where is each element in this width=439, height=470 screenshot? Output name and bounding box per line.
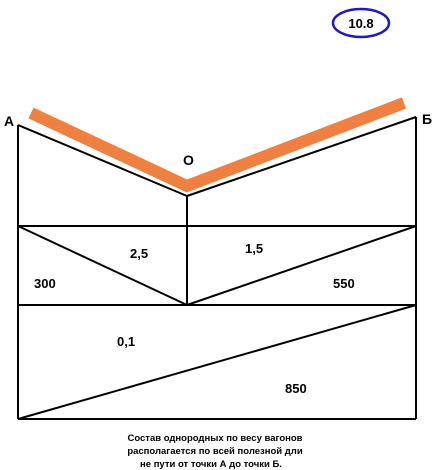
track-band xyxy=(31,103,404,186)
caption-line-3: не пути от точки А до точки Б. xyxy=(140,459,282,470)
point-a-label: А xyxy=(4,113,15,129)
right-length-label: 550 xyxy=(333,276,355,291)
badge-label: 10.8 xyxy=(348,16,374,31)
right-grade-line xyxy=(187,226,416,305)
caption-line-1: Состав однородных по весу вагонов xyxy=(127,433,303,444)
right-slope-gradient-label: 1,5 xyxy=(245,241,264,256)
left-grade-line xyxy=(18,226,187,305)
point-o-label: О xyxy=(183,152,194,168)
lower-grade-line xyxy=(18,305,416,419)
left-length-label: 300 xyxy=(34,276,56,291)
profile-lines xyxy=(18,117,416,419)
caption xyxy=(127,433,303,470)
lower-slope-gradient-label: 0,1 xyxy=(117,334,136,349)
top-right-slope-line xyxy=(187,117,416,196)
lower-length-label: 850 xyxy=(285,381,307,396)
caption-line-2: располагается по всей полезной дли xyxy=(127,446,303,457)
problem-number-badge xyxy=(333,9,389,37)
point-b-label: Б xyxy=(422,111,433,127)
top-left-slope-line xyxy=(18,125,187,196)
left-slope-gradient-label: 2,5 xyxy=(130,246,149,261)
